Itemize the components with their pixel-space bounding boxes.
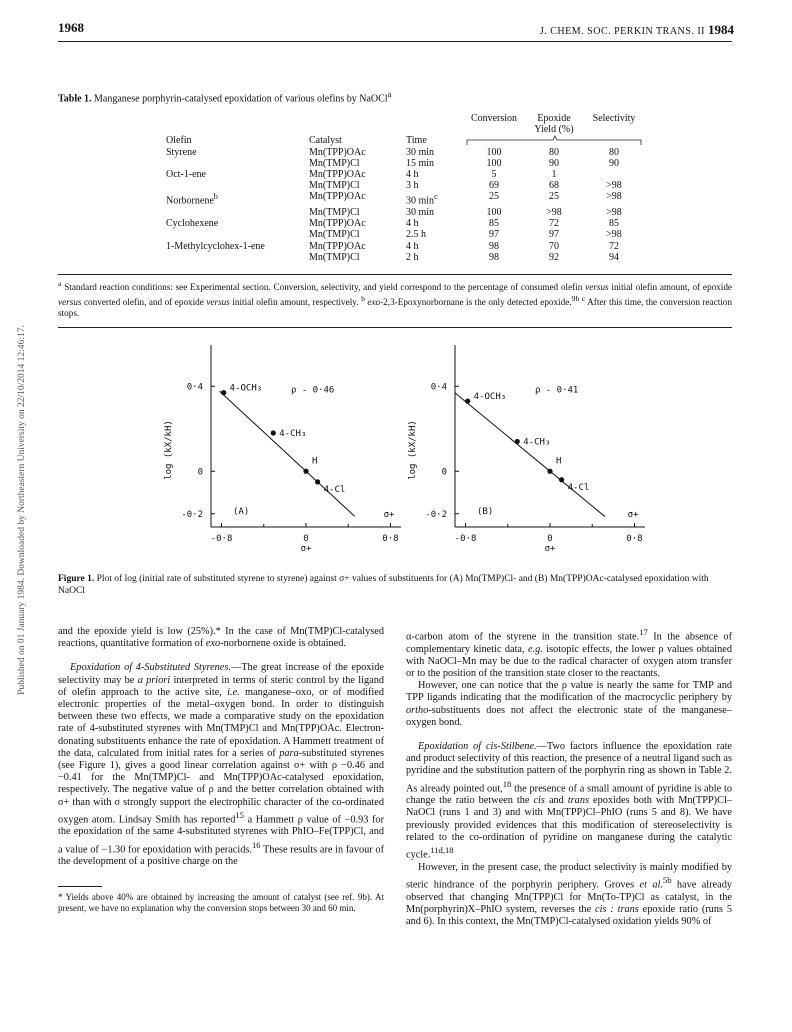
body-left-column [58, 626, 384, 869]
y-axis-label: log (kX/kH) [408, 420, 418, 480]
cell-catalyst: Mn(TPP)OAc [309, 146, 366, 158]
table-caption: Table 1. Manganese porphyrin-catalysed epoxidation of various olefins by NaOCl$^a$ [58, 90, 392, 105]
yield-brace [465, 135, 645, 147]
col-olefin: Olefin [166, 135, 192, 147]
cell-selectivity: >98 [606, 191, 622, 203]
x-axis-label-top: σ+ [627, 510, 639, 520]
cell-olefin: 1-Methylcyclohex-1-ene [166, 240, 265, 252]
footnote-rule [58, 327, 732, 328]
col-selectivity: Selectivity [592, 113, 636, 124]
cell-selectivity: 94 [609, 251, 619, 263]
x-tick-label: 0·8 [626, 534, 643, 544]
cell-selectivity: 85 [609, 218, 619, 230]
rho-value: ρ - 0·46 [291, 385, 335, 396]
y-tick-label: -0·2 [181, 509, 203, 520]
col-conversion: Conversion [470, 113, 518, 124]
cell-yield: 97 [549, 229, 559, 241]
cell-conversion: 98 [489, 251, 499, 263]
paragraph: α-carbon atom of the styrene in the transition state.$^{17}$ In the absence of complementary kinetic data, e.g. isotopic effects, the lower ρ values obtained with NaOCl–Mn may be due to the radical character of oxygen atom transfer or to the position of the transition state closer to the reactants. [406, 627, 733, 680]
x-tick-label: 0 [303, 534, 309, 544]
table-label: Table 1. [58, 93, 92, 105]
data-point [315, 479, 320, 484]
table-header-row-3 [166, 135, 645, 146]
footnote-separator [58, 886, 102, 887]
table-row [166, 218, 645, 229]
cell-catalyst: Mn(TPP)OAc [309, 191, 366, 203]
point-label: 4-Cl [567, 482, 590, 493]
cell-selectivity: 90 [609, 157, 619, 169]
x-axis-label: σ+ [544, 544, 556, 554]
cell-selectivity: >98 [606, 229, 622, 241]
paragraph: and the epoxide yield is low (25%).* In the case of Mn(TMP)Cl-catalysed reactions, quantitative formation of exo-norbornene oxide is obtained. [58, 626, 384, 650]
table-row [166, 241, 645, 252]
cell-time: 2.5 h [406, 229, 426, 241]
journal-name: J. CHEM. SOC. PERKIN TRANS. II [539, 26, 705, 37]
cell-catalyst: Mn(TMP)Cl [309, 251, 360, 263]
cell-yield: 92 [549, 251, 559, 263]
table-row [166, 191, 645, 207]
paragraph: However, one can notice that the ρ value is nearly the same for TMP and TPP ligands indicating that the modification of the macrocyclic periphery by ortho-substituents does not affect the electronic state of the manganese–oxygen bond. [406, 680, 732, 728]
cell-conversion: 69 [489, 180, 499, 192]
point-label: 4-OCH₃ [229, 383, 263, 394]
table-header-row-2 [166, 124, 645, 135]
cell-yield: 25 [549, 191, 559, 203]
chart-panel-a [164, 345, 401, 554]
y-tick-label: 0 [441, 467, 447, 478]
figure-caption: Figure 1. Plot of log (initial rate of substituted styrene to styrene) against σ+ values of substituents for (A) Mn(TMP)Cl- and (B) Mn(TPP)OAc-catalysed epoxidation with NaOCl [58, 574, 709, 596]
cell-olefin [166, 180, 309, 191]
y-tick-label: -0·2 [425, 509, 447, 520]
cell-time: 3 h [406, 180, 419, 192]
col-epoxide: Epoxide [537, 113, 571, 124]
chart-panel-b [408, 345, 645, 554]
x-tick-label: -0·8 [454, 534, 477, 544]
cell-time: 15 min [406, 157, 435, 169]
point-label: 4-CH₃ [523, 437, 551, 448]
cell-time: 30 min [406, 146, 435, 158]
col-time: Time [406, 135, 427, 147]
paragraph: However, in the present case, the product selectivity is mainly modified by steric hindrance of the porphyrin periphery. Groves et al.$^{5b}$ have already observed that changing Mn(TPP)Cl for Mn(To-TP)Cl as catalyst, in the Mn(porphyrin)X–PhIO system, reverses the cis : trans epoxide ratio (runs 5 and 6). In this context, the Mn(TMP)Cl-catalysed oxidation yields 90% of [406, 861, 732, 927]
col-yield: Yield (%) [534, 124, 574, 136]
y-tick-label: 0·4 [430, 382, 447, 393]
journal-header [540, 22, 734, 38]
data-point [465, 399, 470, 404]
panel-label: (A) [233, 506, 250, 517]
y-tick-label: 0 [197, 467, 203, 478]
cell-conversion: 97 [489, 229, 499, 241]
table-row [166, 252, 645, 263]
table-row [166, 229, 645, 240]
cell-catalyst: Mn(TPP)OAc [309, 169, 366, 181]
cell-catalyst: Mn(TPP)OAc [309, 240, 366, 252]
data-point [271, 430, 276, 435]
cell-conversion: 25 [489, 191, 499, 203]
cell-catalyst: Mn(TMP)Cl [309, 180, 360, 192]
cell-catalyst: Mn(TPP)OAc [309, 218, 366, 230]
cell-conversion: 100 [486, 206, 502, 218]
figure-label: Figure 1. [58, 574, 95, 584]
cell-conversion: 5 [491, 169, 497, 181]
cell-yield: 1 [551, 169, 557, 181]
cell-olefin [166, 158, 309, 169]
cell-yield: 72 [549, 218, 559, 230]
table-header-row-1 [166, 113, 645, 124]
data-point [303, 469, 308, 474]
x-tick-label: 0 [547, 534, 553, 544]
cell-conversion: 85 [489, 218, 499, 230]
panel-label: (B) [477, 506, 494, 517]
fit-line [455, 393, 605, 517]
y-tick-label: 0·4 [186, 382, 203, 393]
body-right-column [406, 626, 732, 928]
journal-year: 1984 [708, 22, 734, 37]
cell-yield: 80 [549, 146, 559, 158]
cell-time: 4 h [406, 218, 419, 230]
y-axis-label: log (kX/kH) [164, 420, 174, 480]
cell-selectivity: 72 [609, 240, 619, 252]
cell-selectivity [583, 169, 645, 180]
cell-olefin [166, 252, 309, 263]
cell-yield: 68 [549, 180, 559, 192]
cell-selectivity: 80 [609, 146, 619, 158]
x-tick-label: -0·8 [210, 534, 233, 544]
paragraph: Epoxidation of cis-Stilbene.—Two factors influence the epoxidation rate and product selectivity of this reaction, the presence of a neutral ligand such as pyridine and the substitution pattern of the porphyrin ring as shown in Table 2. As already pointed out,$^{18}$ the presence of a small amount of pyridine is able to change the ratio between the cis and trans epoxides both with Mn(TPP)Cl–NaOCl (runs 1 and 3) and with Mn(TPP)Cl–PhIO (runs 5 and 8). We have previously provided evidences that this modification of stereoselectivity is related to the co-ordination of pyridine on manganese during the catalytic cycle.$^{11d,18}$ [406, 741, 732, 861]
cell-yield: 70 [549, 240, 559, 252]
cell-catalyst: Mn(TMP)Cl [309, 157, 360, 169]
data-point [547, 469, 552, 474]
cell-time: 30 $\min^c$ [406, 192, 438, 207]
col-catalyst: Catalyst [309, 135, 342, 147]
table-row [166, 158, 645, 169]
cell-conversion: 100 [486, 146, 502, 158]
cell-catalyst: Mn(TMP)Cl [309, 206, 360, 218]
page-footnote: * Yields above 40% are obtained by increasing the amount of catalyst (see ref. 9b). At present, we have no explanation why the conversion stops between 30 and 60 min. [58, 892, 384, 913]
table-title: Manganese porphyrin-catalysed epoxidation of various olefins by NaOCl [94, 93, 388, 105]
cell-olefin: Cyclohexene [166, 218, 219, 230]
cell-yield: >98 [546, 206, 562, 218]
cell-olefin: Norbornene$^b$ [166, 192, 218, 207]
data-point [515, 439, 520, 444]
cell-time: 4 h [406, 169, 419, 181]
cell-olefin: Styrene [166, 146, 197, 158]
data-point [221, 390, 226, 395]
cell-conversion: 100 [486, 157, 502, 169]
cell-olefin: Oct-1-ene [166, 169, 206, 181]
x-axis-label: σ+ [300, 544, 312, 554]
paragraph: Epoxidation of 4-Substituted Styrenes.—The great increase of the epoxide selectivity may be a priori interpreted in terms of steric control by the ligand of olefin approach to the active site, i.e. manganese–oxo, or of modified electronic properties of the metal–oxygen bond. In order to distinguish between these two effects, we made a comparative study on the epoxidation rate of 4-substituted styrenes with Mn(TMP)Cl and Mn(TPP)OAc. Electron-donating substituents enhance the rate of epoxidation. A Hammett treatment of the data, calculated from initial rates for a series of para-substituted styrenes (see Figure 1), gives a good linear correlation against σ+ with ρ −0.46 and −0.41 for the Mn(TMP)Cl- and Mn(TPP)OAc-catalysed epoxidation, respectively. The negative value of ρ and the better correlation obtained with σ+ than with σ strongly support the electrophilic character of the co-ordinated oxygen atom. Lindsay Smith has reported$^{15}$ a Hammett ρ value of −0.93 for the epoxidation of the same 4-substituted styrenes with PhIO–Fe(TPP)Cl, and a value of −1.30 for epoxidation with peracids.$^{16}$ These results are in favour of the development of a positive charge on the [58, 662, 385, 868]
cell-selectivity: >98 [606, 180, 622, 192]
table-row [166, 207, 645, 218]
fit-line [219, 391, 354, 516]
cell-time: 30 min [406, 206, 435, 218]
data-table [166, 113, 645, 263]
x-tick-label: 0·8 [382, 534, 399, 544]
table-row [166, 180, 645, 191]
table-row [166, 147, 645, 158]
point-label: H [556, 456, 562, 467]
cell-catalyst: Mn(TMP)Cl [309, 229, 360, 241]
cell-time: 2 h [406, 251, 419, 263]
hammett-plots [155, 345, 655, 570]
table-bottom-rule [58, 274, 732, 275]
cell-conversion: 98 [489, 240, 499, 252]
data-point [559, 477, 564, 482]
rho-value: ρ - 0·41 [535, 385, 579, 396]
table-footnote: $^a$ Standard reaction conditions: see Experimental section. Conversion, selectivity, and yield correspond to the percentage of consumed olefin versus initial olefin amount, of epoxide versus converted olefin, and of epoxide versus initial olefin amount, respectively. $^b$ exo-2,3-Epoxynorbornane is the only detected epoxide.$^{9b}$ $^c$ After this time, the conversion reaction stops. [58, 279, 732, 319]
point-label: 4-CH₃ [279, 429, 307, 439]
page-number: 1968 [58, 20, 84, 35]
point-label: 4-OCH₃ [473, 392, 507, 403]
point-label: H [312, 456, 318, 467]
header-rule [58, 41, 732, 42]
point-label: 4-Cl [323, 484, 346, 495]
cell-olefin [166, 207, 309, 218]
x-axis-label-top: σ+ [383, 510, 395, 520]
cell-selectivity: >98 [606, 206, 622, 218]
publication-sidebar-note: Published on 01 January 1984. Downloaded by Northeastern University on 22/10/2014 12:46:17. [17, 325, 27, 695]
cell-time: 4 h [406, 240, 419, 252]
cell-yield: 90 [549, 157, 559, 169]
table-row [166, 169, 645, 180]
cell-olefin [166, 229, 309, 240]
